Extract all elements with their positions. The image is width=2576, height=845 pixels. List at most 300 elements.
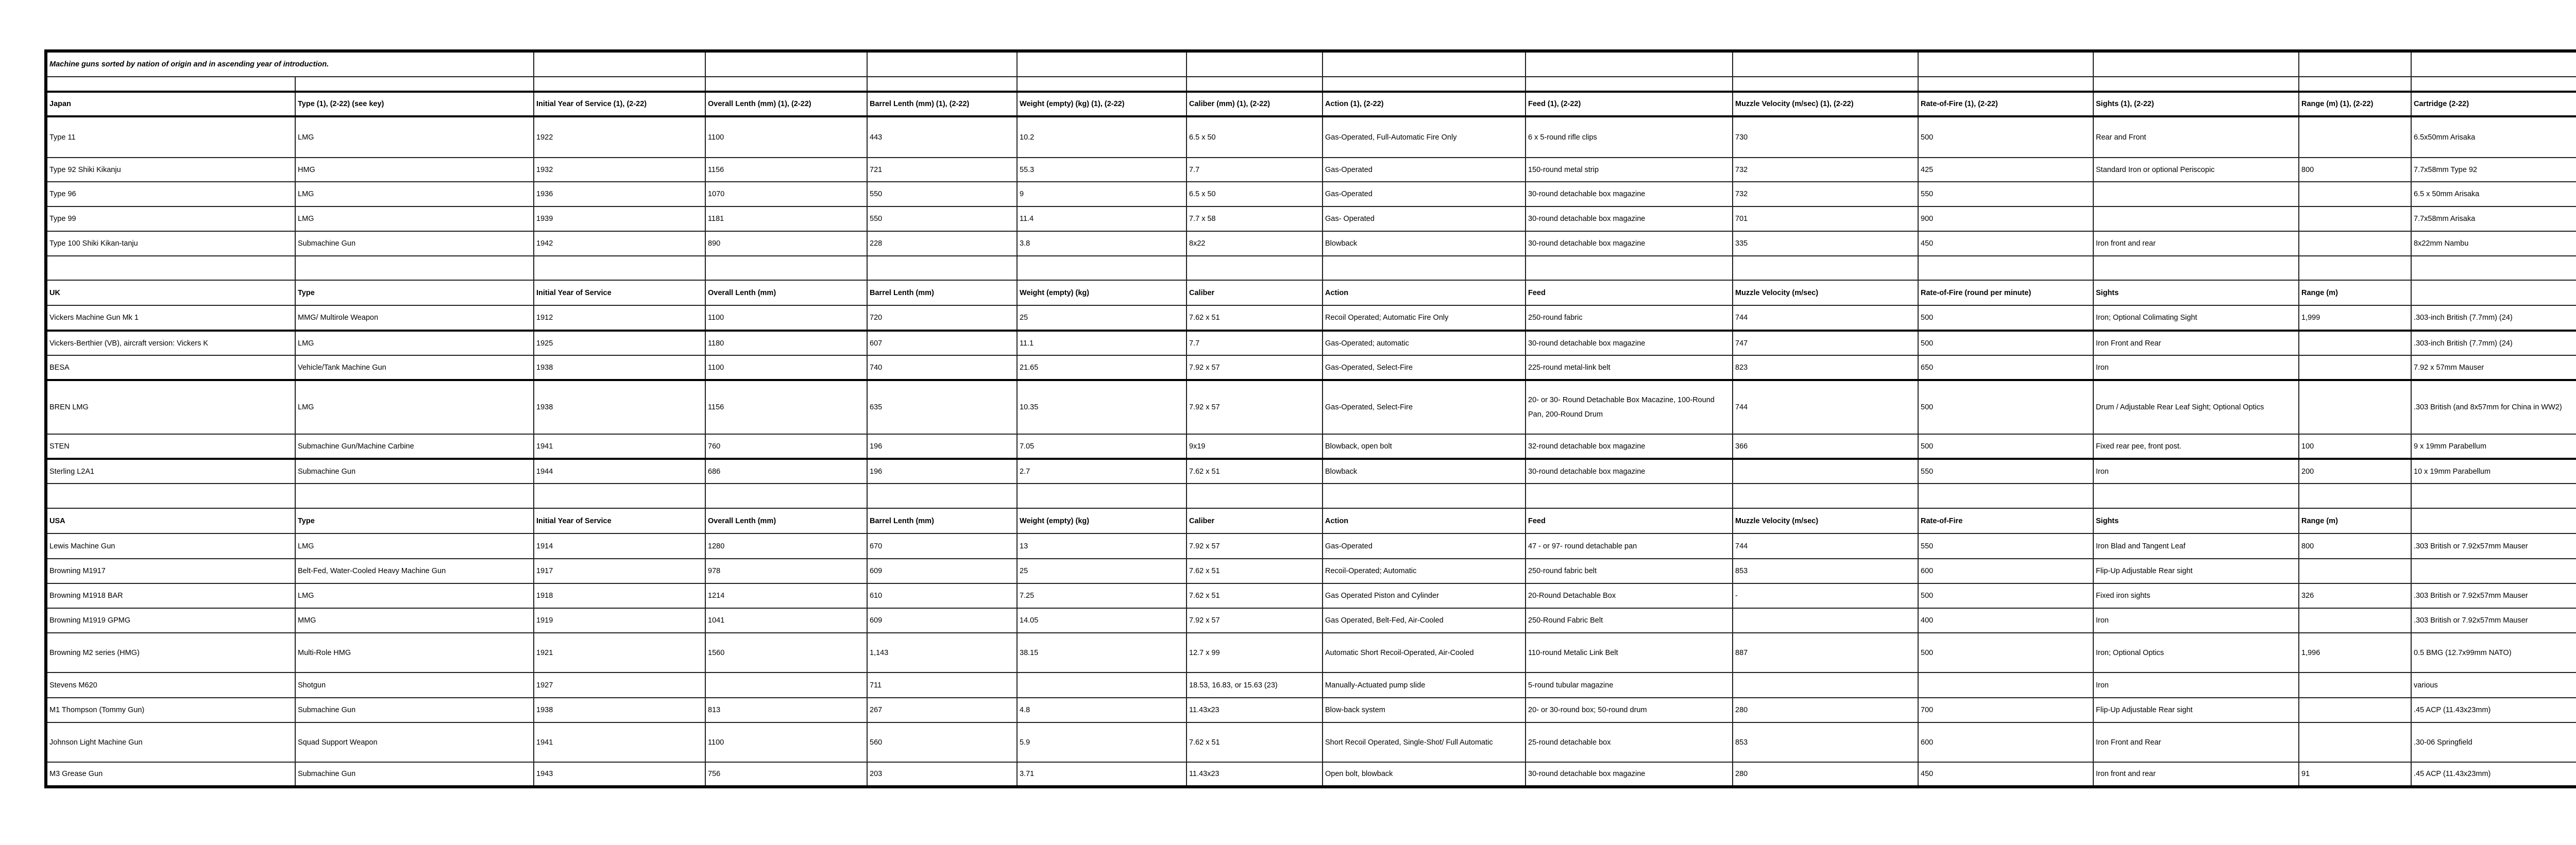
data-cell: 11.4: [1017, 206, 1187, 231]
data-cell: LMG: [295, 533, 534, 559]
data-cell: 21.65: [1017, 355, 1187, 380]
data-cell: 890: [705, 231, 867, 256]
data-cell: 500: [1918, 583, 2093, 608]
data-cell: 14.05: [1017, 608, 1187, 633]
data-cell: 853: [1733, 722, 1918, 762]
nation-header: Japan: [46, 92, 295, 116]
data-cell: [2093, 182, 2299, 206]
data-cell: 1936: [534, 182, 705, 206]
data-cell: 7.92 x 57: [1187, 533, 1323, 559]
data-cell: 744: [1733, 533, 1918, 559]
column-header: Caliber: [1187, 280, 1323, 305]
column-header: Weight (empty) (kg) (1), (2-22): [1017, 92, 1187, 116]
column-header: Overall Lenth (mm): [705, 508, 867, 533]
data-cell: Belt-Fed, Water-Cooled Heavy Machine Gun: [295, 559, 534, 583]
data-cell: 550: [1918, 459, 2093, 484]
data-cell: .30-06 Springfield: [2411, 722, 2576, 762]
data-cell: HMG: [295, 158, 534, 182]
data-cell: 1941: [534, 434, 705, 459]
column-header: Action: [1323, 280, 1526, 305]
data-cell: 30-round detachable box magazine: [1526, 231, 1733, 256]
column-header: Muzzle Velocity (m/sec) (1), (2-22): [1733, 92, 1918, 116]
data-cell: 1932: [534, 158, 705, 182]
data-cell: LMG: [295, 182, 534, 206]
table-row: [46, 380, 2576, 434]
data-cell: 500: [1918, 434, 2093, 459]
spacer-cell: [534, 484, 705, 508]
data-cell: 1919: [534, 608, 705, 633]
spacer-cell: [1187, 51, 1323, 77]
data-cell: 7.92 x 57mm Mauser: [2411, 355, 2576, 380]
data-cell: [1733, 672, 1918, 698]
spacer-cell: [705, 484, 867, 508]
column-header: [2411, 508, 2576, 533]
data-cell: Automatic Short Recoil-Operated, Air-Cooled: [1323, 633, 1526, 672]
data-cell: 978: [705, 559, 867, 583]
data-cell: MMG/ Multirole Weapon: [295, 305, 534, 331]
spacer-cell: [1323, 484, 1526, 508]
data-cell: 7.7: [1187, 158, 1323, 182]
column-header: Sights: [2093, 280, 2299, 305]
data-cell: 400: [1918, 608, 2093, 633]
spacer-cell: [1733, 51, 1918, 77]
data-cell: Shotgun: [295, 672, 534, 698]
data-cell: 7.7 x 58: [1187, 206, 1323, 231]
data-cell: 7.05: [1017, 434, 1187, 459]
weapon-name-cell: Browning M1917: [46, 559, 295, 583]
data-cell: .303 British or 7.92x57mm Mauser: [2411, 583, 2576, 608]
data-cell: 600: [1918, 559, 2093, 583]
spacer-cell: [1918, 256, 2093, 280]
data-cell: Submachine Gun: [295, 231, 534, 256]
data-cell: 8x22mm Nambu: [2411, 231, 2576, 256]
data-cell: Submachine Gun: [295, 762, 534, 787]
spacer-cell: [1733, 484, 1918, 508]
data-cell: Iron; Optional Optics: [2093, 633, 2299, 672]
table-row: [46, 182, 2576, 206]
data-cell: 721: [867, 158, 1017, 182]
data-cell: [705, 672, 867, 698]
data-cell: 91: [2299, 762, 2411, 787]
column-header: [2411, 280, 2576, 305]
data-cell: 250-round fabric: [1526, 305, 1733, 331]
data-cell: Blowback: [1323, 231, 1526, 256]
data-cell: 200: [2299, 459, 2411, 484]
table-row: [46, 331, 2576, 355]
spacer-cell: [2093, 77, 2299, 92]
data-cell: 7.25: [1017, 583, 1187, 608]
data-cell: 756: [705, 762, 867, 787]
data-cell: 7.92 x 57: [1187, 380, 1323, 434]
data-cell: [2299, 182, 2411, 206]
column-header: Overall Lenth (mm): [705, 280, 867, 305]
data-cell: 1280: [705, 533, 867, 559]
data-cell: 1156: [705, 158, 867, 182]
data-cell: [2299, 206, 2411, 231]
data-cell: [2299, 355, 2411, 380]
data-cell: [2299, 380, 2411, 434]
column-header: Overall Lenth (mm) (1), (2-22): [705, 92, 867, 116]
column-header: Barrel Lenth (mm): [867, 280, 1017, 305]
data-cell: .45 ACP (11.43x23mm): [2411, 698, 2576, 722]
data-cell: 228: [867, 231, 1017, 256]
data-cell: 3.71: [1017, 762, 1187, 787]
data-cell: 760: [705, 434, 867, 459]
data-cell: 450: [1918, 762, 2093, 787]
data-cell: Iron: [2093, 355, 2299, 380]
column-header: Barrel Lenth (mm): [867, 508, 1017, 533]
data-cell: Gas-Operated, Select-Fire: [1323, 380, 1526, 434]
table-row: [46, 698, 2576, 722]
weapon-name-cell: Stevens M620: [46, 672, 295, 698]
data-cell: 7.7x58mm Type 92: [2411, 158, 2576, 182]
spacer-cell: [1187, 77, 1323, 92]
data-cell: Rear and Front: [2093, 116, 2299, 158]
data-cell: 740: [867, 355, 1017, 380]
data-cell: Manually-Actuated pump slide: [1323, 672, 1526, 698]
data-cell: 1156: [705, 380, 867, 434]
data-cell: 500: [1918, 380, 2093, 434]
table-row: [46, 633, 2576, 672]
table-row: [46, 559, 2576, 583]
table-row: [46, 762, 2576, 787]
data-cell: 13: [1017, 533, 1187, 559]
data-cell: 550: [1918, 533, 2093, 559]
data-cell: 550: [867, 206, 1017, 231]
data-cell: 1939: [534, 206, 705, 231]
data-cell: 30-round detachable box magazine: [1526, 331, 1733, 355]
data-cell: 500: [1918, 331, 2093, 355]
data-cell: 47 - or 97- round detachable pan: [1526, 533, 1733, 559]
data-cell: 7.62 x 51: [1187, 305, 1323, 331]
spacer-cell: [2093, 51, 2299, 77]
data-cell: Blowback: [1323, 459, 1526, 484]
data-cell: Iron: [2093, 672, 2299, 698]
column-header: Caliber: [1187, 508, 1323, 533]
table-row: [46, 158, 2576, 182]
data-cell: 1070: [705, 182, 867, 206]
data-cell: .303-inch British (7.7mm) (24): [2411, 305, 2576, 331]
data-cell: Iron Front and Rear: [2093, 722, 2299, 762]
data-cell: Fixed iron sights: [2093, 583, 2299, 608]
weapon-name-cell: Type 92 Shiki Kikanju: [46, 158, 295, 182]
data-cell: 1938: [534, 355, 705, 380]
weapon-name-cell: Lewis Machine Gun: [46, 533, 295, 559]
column-header: Sights: [2093, 508, 2299, 533]
data-cell: Gas Operated Piston and Cylinder: [1323, 583, 1526, 608]
data-cell: LMG: [295, 380, 534, 434]
column-header: Barrel Lenth (mm) (1), (2-22): [867, 92, 1017, 116]
spacer-cell: [867, 77, 1017, 92]
spacer-cell: [1017, 484, 1187, 508]
data-cell: 1944: [534, 459, 705, 484]
spacer-cell: [1323, 77, 1526, 92]
data-cell: 4.8: [1017, 698, 1187, 722]
data-cell: Multi-Role HMG: [295, 633, 534, 672]
data-cell: [2299, 231, 2411, 256]
data-cell: [2093, 206, 2299, 231]
data-cell: 7.62 x 51: [1187, 459, 1323, 484]
data-cell: 887: [1733, 633, 1918, 672]
data-cell: .303-inch British (7.7mm) (24): [2411, 331, 2576, 355]
data-cell: 267: [867, 698, 1017, 722]
data-cell: Short Recoil Operated, Single-Shot/ Full Automatic: [1323, 722, 1526, 762]
weapon-name-cell: M3 Grease Gun: [46, 762, 295, 787]
weapon-name-cell: Sterling L2A1: [46, 459, 295, 484]
table-row: [46, 583, 2576, 608]
data-cell: 600: [1918, 722, 2093, 762]
data-cell: 747: [1733, 331, 1918, 355]
weapon-name-cell: Type 11: [46, 116, 295, 158]
data-cell: Squad Support Weapon: [295, 722, 534, 762]
data-cell: 225-round metal-link belt: [1526, 355, 1733, 380]
spacer-cell: [2299, 51, 2411, 77]
column-header: Action: [1323, 508, 1526, 533]
spacer-cell: [867, 51, 1017, 77]
data-cell: 11.43x23: [1187, 698, 1323, 722]
data-cell: 1100: [705, 305, 867, 331]
data-cell: Recoil Operated; Automatic Fire Only: [1323, 305, 1526, 331]
weapon-name-cell: Browning M1919 GPMG: [46, 608, 295, 633]
data-cell: 1921: [534, 633, 705, 672]
column-header: Feed: [1526, 280, 1733, 305]
data-cell: Iron front and rear: [2093, 231, 2299, 256]
data-cell: 10 x 19mm Parabellum: [2411, 459, 2576, 484]
data-cell: 55.3: [1017, 158, 1187, 182]
spacer-cell: [705, 256, 867, 280]
data-cell: Gas-Operated: [1323, 158, 1526, 182]
data-cell: 720: [867, 305, 1017, 331]
data-cell: 1041: [705, 608, 867, 633]
column-header: Feed (1), (2-22): [1526, 92, 1733, 116]
spacer-cell: [295, 256, 534, 280]
data-cell: 6.5 x 50mm Arisaka: [2411, 182, 2576, 206]
data-cell: 5-round tubular magazine: [1526, 672, 1733, 698]
weapon-name-cell: Type 99: [46, 206, 295, 231]
data-cell: 650: [1918, 355, 2093, 380]
data-cell: Gas-Operated; automatic: [1323, 331, 1526, 355]
data-cell: [2299, 672, 2411, 698]
data-cell: 25-round detachable box: [1526, 722, 1733, 762]
data-cell: 1938: [534, 698, 705, 722]
table-title: Machine guns sorted by nation of origin and in ascending year of introduction.: [46, 51, 534, 77]
data-cell: 12.7 x 99: [1187, 633, 1323, 672]
column-header: Type: [295, 508, 534, 533]
spacer-cell: [2299, 484, 2411, 508]
data-cell: 280: [1733, 762, 1918, 787]
data-cell: 20- or 30-round box; 50-round drum: [1526, 698, 1733, 722]
data-cell: 196: [867, 459, 1017, 484]
column-header: Muzzle Velocity (m/sec): [1733, 508, 1918, 533]
data-cell: 500: [1918, 305, 2093, 331]
data-cell: Gas-Operated, Select-Fire: [1323, 355, 1526, 380]
data-cell: 1100: [705, 355, 867, 380]
table-row: [46, 355, 2576, 380]
data-cell: 150-round metal strip: [1526, 158, 1733, 182]
data-cell: 25: [1017, 559, 1187, 583]
weapon-name-cell: Type 100 Shiki Kikan-tanju: [46, 231, 295, 256]
data-cell: 686: [705, 459, 867, 484]
data-cell: [2299, 331, 2411, 355]
data-cell: 732: [1733, 158, 1918, 182]
spacer-cell: [2093, 484, 2299, 508]
data-cell: 3.8: [1017, 231, 1187, 256]
data-cell: 560: [867, 722, 1017, 762]
column-header: Rate-of-Fire (round per minute): [1918, 280, 2093, 305]
data-cell: 250-Round Fabric Belt: [1526, 608, 1733, 633]
spacer-cell: [1918, 51, 2093, 77]
data-cell: Vehicle/Tank Machine Gun: [295, 355, 534, 380]
data-cell: 25: [1017, 305, 1187, 331]
spacer-cell: [534, 77, 705, 92]
data-cell: [2299, 722, 2411, 762]
data-cell: 7.62 x 51: [1187, 559, 1323, 583]
data-cell: [1733, 459, 1918, 484]
weapon-name-cell: M1 Thompson (Tommy Gun): [46, 698, 295, 722]
data-cell: Gas- Operated: [1323, 206, 1526, 231]
data-cell: 800: [2299, 533, 2411, 559]
data-cell: 1938: [534, 380, 705, 434]
data-cell: 443: [867, 116, 1017, 158]
data-cell: 450: [1918, 231, 2093, 256]
data-cell: LMG: [295, 583, 534, 608]
column-header: Rate-of-Fire: [1918, 508, 2093, 533]
spacer-cell: [1017, 256, 1187, 280]
data-cell: 900: [1918, 206, 2093, 231]
column-header: Feed: [1526, 508, 1733, 533]
data-cell: 800: [2299, 158, 2411, 182]
data-cell: .45 ACP (11.43x23mm): [2411, 762, 2576, 787]
data-cell: Submachine Gun/Machine Carbine: [295, 434, 534, 459]
data-cell: 550: [867, 182, 1017, 206]
column-header: Range (m): [2299, 508, 2411, 533]
data-cell: Gas-Operated, Full-Automatic Fire Only: [1323, 116, 1526, 158]
data-cell: 550: [1918, 182, 2093, 206]
spacer-cell: [705, 77, 867, 92]
data-cell: 1,996: [2299, 633, 2411, 672]
data-cell: 700: [1918, 698, 2093, 722]
weapon-name-cell: Browning M2 series (HMG): [46, 633, 295, 672]
data-cell: LMG: [295, 331, 534, 355]
data-cell: 30-round detachable box magazine: [1526, 762, 1733, 787]
data-cell: Recoil-Operated; Automatic: [1323, 559, 1526, 583]
data-cell: Iron Front and Rear: [2093, 331, 2299, 355]
column-header: Range (m) (1), (2-22): [2299, 92, 2411, 116]
data-cell: 1560: [705, 633, 867, 672]
spacer-cell: [867, 256, 1017, 280]
weapon-name-cell: STEN: [46, 434, 295, 459]
data-cell: 18.53, 16.83, or 15.63 (23): [1187, 672, 1323, 698]
weapon-name-cell: Vickers Machine Gun Mk 1: [46, 305, 295, 331]
data-cell: 10.2: [1017, 116, 1187, 158]
data-cell: Iron; Optional Colimating Sight: [2093, 305, 2299, 331]
data-cell: 744: [1733, 305, 1918, 331]
data-cell: [2299, 698, 2411, 722]
data-cell: [1918, 672, 2093, 698]
data-cell: 701: [1733, 206, 1918, 231]
spacer-cell: [867, 484, 1017, 508]
data-cell: various: [2411, 672, 2576, 698]
spacer-cell: [2411, 256, 2576, 280]
spacer-cell: [1017, 51, 1187, 77]
spacer-cell: [1526, 256, 1733, 280]
data-cell: 609: [867, 559, 1017, 583]
spacer-cell: [534, 51, 705, 77]
table-row: [46, 672, 2576, 698]
spacer-cell: [1733, 256, 1918, 280]
data-cell: LMG: [295, 116, 534, 158]
data-cell: 1927: [534, 672, 705, 698]
data-cell: 7.62 x 51: [1187, 583, 1323, 608]
data-cell: 38.15: [1017, 633, 1187, 672]
data-cell: Submachine Gun: [295, 459, 534, 484]
data-cell: .303 British or 7.92x57mm Mauser: [2411, 533, 2576, 559]
data-cell: 670: [867, 533, 1017, 559]
table-row: [46, 116, 2576, 158]
column-header: Rate-of-Fire (1), (2-22): [1918, 92, 2093, 116]
data-cell: 711: [867, 672, 1017, 698]
data-cell: 1181: [705, 206, 867, 231]
column-header: Weight (empty) (kg): [1017, 280, 1187, 305]
data-cell: Open bolt, blowback: [1323, 762, 1526, 787]
table-row: [46, 608, 2576, 633]
data-cell: 9: [1017, 182, 1187, 206]
data-cell: 1918: [534, 583, 705, 608]
data-cell: 0.5 BMG (12.7x99mm NATO): [2411, 633, 2576, 672]
data-cell: [2299, 608, 2411, 633]
data-cell: Blowback, open bolt: [1323, 434, 1526, 459]
data-cell: Standard Iron or optional Periscopic: [2093, 158, 2299, 182]
data-cell: 1214: [705, 583, 867, 608]
data-cell: 30-round detachable box magazine: [1526, 182, 1733, 206]
data-cell: 1,143: [867, 633, 1017, 672]
data-cell: 5.9: [1017, 722, 1187, 762]
data-cell: 730: [1733, 116, 1918, 158]
nation-header: USA: [46, 508, 295, 533]
data-cell: 732: [1733, 182, 1918, 206]
data-cell: 30-round detachable box magazine: [1526, 206, 1733, 231]
data-cell: Flip-Up Adjustable Rear sight: [2093, 698, 2299, 722]
spacer-cell: [1017, 77, 1187, 92]
data-cell: LMG: [295, 206, 534, 231]
data-cell: 1917: [534, 559, 705, 583]
column-header: Sights (1), (2-22): [2093, 92, 2299, 116]
spacer-cell: [1733, 77, 1918, 92]
data-cell: 8x22: [1187, 231, 1323, 256]
data-cell: 607: [867, 331, 1017, 355]
data-cell: 1922: [534, 116, 705, 158]
data-cell: 500: [1918, 116, 2093, 158]
data-cell: Iron: [2093, 608, 2299, 633]
spacer-cell: [1187, 484, 1323, 508]
weapon-name-cell: Johnson Light Machine Gun: [46, 722, 295, 762]
table-row: [46, 459, 2576, 484]
data-cell: 853: [1733, 559, 1918, 583]
data-cell: [2299, 559, 2411, 583]
column-header: Weight (empty) (kg): [1017, 508, 1187, 533]
data-cell: Gas Operated, Belt-Fed, Air-Cooled: [1323, 608, 1526, 633]
table-row: [46, 722, 2576, 762]
data-cell: 11.43x23: [1187, 762, 1323, 787]
data-cell: 7.92 x 57: [1187, 355, 1323, 380]
data-cell: 1912: [534, 305, 705, 331]
spacer-cell: [46, 484, 295, 508]
data-cell: 203: [867, 762, 1017, 787]
column-header: Caliber (mm) (1), (2-22): [1187, 92, 1323, 116]
spacer-cell: [1526, 51, 1733, 77]
data-cell: 635: [867, 380, 1017, 434]
data-cell: 7.7x58mm Arisaka: [2411, 206, 2576, 231]
